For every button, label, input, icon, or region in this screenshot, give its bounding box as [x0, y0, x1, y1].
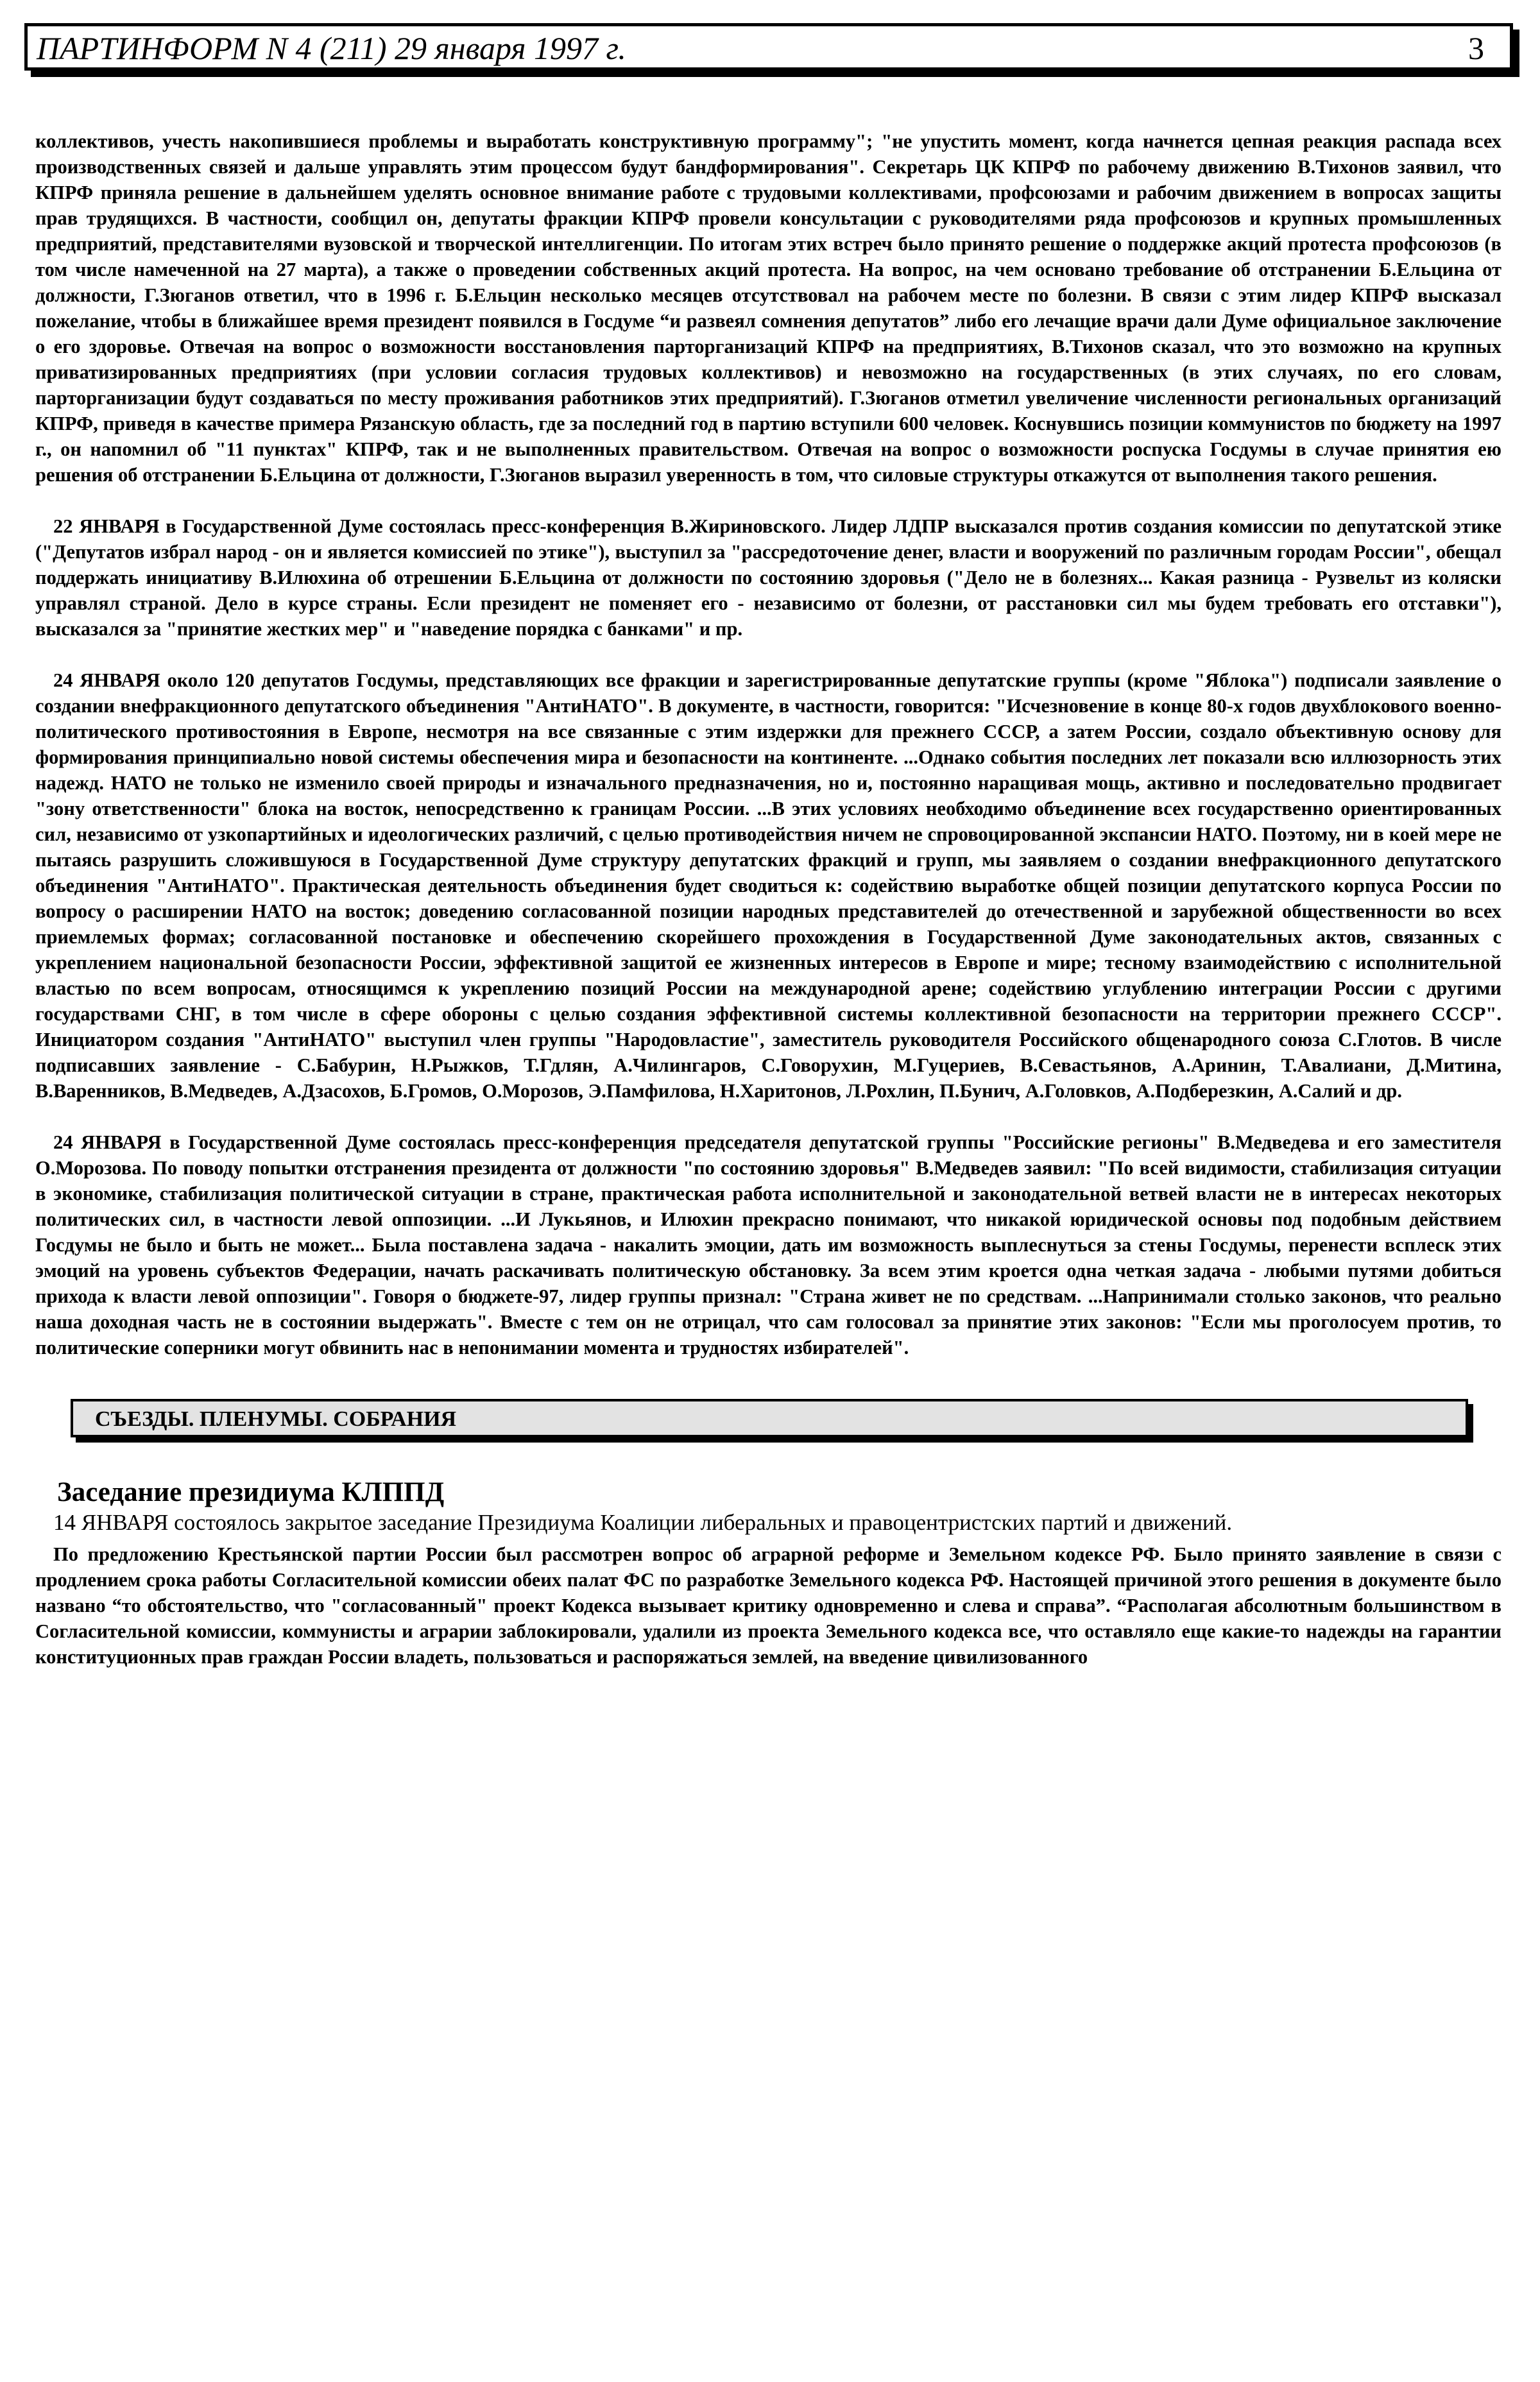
section-banner: [71, 1399, 1468, 1437]
paragraph-land-code: По предложению Крестьянской партии России был рассмотрен вопрос об аграрной реформе и Земельном кодексе РФ. Было принято заявление в связи с продлением срока работы Согласительной комиссии обеих палат ФС по разработке Земельного кодекса РФ. Настоящей причиной этого решения в документе было названо “то обстоятельство, что "согласованный" проект Кодекса вызывает критику одновременно и слева и справа”. “Располагая абсолютным большинством в Согласительной комиссии, коммунисты и аграрии заблокировали, удалили из проекта Земельного кодекса все, что оставляло еще какие-то надежды на гарантии конституционных прав граждан России владеть, пользоваться и распоряжаться землей, на введение цивилизованного: [35, 1543, 1502, 1668]
page-header: [24, 23, 1513, 71]
paragraph-klppd-intro: 14 ЯНВАРЯ состоялось закрытое заседание Президиума Коалиции либеральных и правоцентристских партий и движений.: [53, 1510, 1233, 1535]
header-title: ПАРТИНФОРМ N 4 (211) 29 января 1997 г.: [37, 30, 626, 66]
subheading: Заседание президиума КЛППД: [57, 1477, 445, 1507]
paragraph-medvedev: 24 ЯНВАРЯ в Государственной Думе состоялась пресс-конференция председателя депутатской группы "Российские регионы" В.Медведева и его заместителя О.Морозова. По поводу попытки отстранения президента от должности "по состоянию здоровья" В.Медведев заявил: "По всей видимости, стабилизация ситуации в экономике, стабилизация политической ситуации в стране, практическая работа исполнительной и законодательной ветвей власти не в интересах некоторых политических сил, в частности левой оппозиции. ...И Лукьянов, и Илюхин прекрасно понимают, что никакой юридической основы под подобным действием Госдумы не было и быть не может... Была поставлена задача - накалить эмоции, дать им возможность выплеснуться за стены Госдумы, перенести всплеск этих эмоций на уровень субъектов Федерации, начать раскачивать политическую обстановку. За всем этим кроется одна четкая задача - любыми путями добиться прихода к власти левой оппозиции". Говоря о бюджете-97, лидер группы признал: "Страна живет не по средствам. ...Напринимали столько законов, что реально наша доходная часть не в состоянии выдержать". Вместе с тем он не отрицал, что сам голосовал за принятие этих законов: "Если мы проголосуем против, то политические соперники могут обвинить нас в непонимании момента и трудностях избирателей".: [35, 1131, 1502, 1358]
section-title: СЪЕЗДЫ. ПЛЕНУМЫ. СОБРАНИЯ: [95, 1407, 457, 1431]
article-body: [35, 128, 1502, 1670]
paragraph-zhirinovsky: 22 ЯНВАРЯ в Государственной Думе состоялась пресс-конференция В.Жириновского. Лидер ЛДПР высказался против создания комиссии по депутатской этике ("Депутатов избрал народ - он и является комиссией по этике"), выступил за "рассредоточение денег, власти и вооружений по различным городам России", обещал поддержать инициативу В.Илюхина об отрешении Б.Ельцина от должности по состоянию здоровья ("Дело не в болезнях... Какая разница - Рузвельт из коляски управлял страной. Дело в курсе страны. Если президент не поменяет его - независимо от болезни, от расстановки сил мы будем требовать его отставки"), высказался за "принятие жестких мер" и "наведение порядка с банками" и пр.: [35, 515, 1502, 640]
page-number: 3: [1468, 30, 1484, 66]
paragraph-kprf-press: коллективов, учесть накопившиеся проблемы и выработать конструктивную программу"; "не упустить момент, когда начнется цепная реакция распада всех производственных связей и дальше управлять этим процессом будут бандформирования". Секретарь ЦК КПРФ по рабочему движению В.Тихонов заявил, что КПРФ приняла решение в дальнейшем уделять основное внимание работе с трудовыми коллективами, профсоюзами и рабочим движением в вопросах защиты прав трудящихся. В частности, сообщил он, депутаты фракции КПРФ провели консультации с руководителями ряда профсоюзов и крупных промышленных предприятий, представителями вузовской и творческой интеллигенции. По итогам этих встреч было принято решение о поддержке акций протеста профсоюзов (в том числе намеченной на 27 марта), а также о проведении собственных акций протеста. На вопрос, на чем основано требование об отстранении Б.Ельцина от должности, Г.Зюганов ответил, что в 1996 г. Б.Ельцин несколько месяцев отсутствовал на рабочем месте по болезни. В связи с этим лидер КПРФ высказал пожелание, чтобы в ближайшее время президент появился в Госдуме “и развеял сомнения депутатов” либо его лечащие врачи дали Думе официальное заключение о его здоровье. Отвечая на вопрос о возможности восстановления парторганизаций КПРФ на предприятиях, В.Тихонов сказал, что это возможно на крупных приватизированных предприятиях (при условии согласия трудовых коллективов) и невозможно на государственных (в этих случаях, по его словам, парторганизации будут создаваться по месту проживания работников этих предприятий). Г.Зюганов отметил увеличение численности региональных организаций КПРФ, приведя в качестве примера Рязанскую область, где за последний год в партию вступили 600 человек. Коснувшись позиции коммунистов по бюджету на 1997 г., он напомнил об "11 пунктах" КПРФ, так и не выполненных правительством. Отвечая на вопрос о возможности роспуска Госдумы в случае принятия ею решения об отстранении Б.Ельцина от должности, Г.Зюганов выразил уверенность в том, что силовые структуры откажутся от выполнения такого решения.: [35, 130, 1502, 486]
paragraph-antinato: 24 ЯНВАРЯ около 120 депутатов Госдумы, представляющих все фракции и зарегистрированные депутатские группы (кроме "Яблока") подписали заявление о создании внефракционного депутатского объединения "АнтиНАТО". В документе, в частности, говорится: "Исчезновение в конце 80-х годов двухблокового военно-политического противостояния в Европе, несмотря на все связанные с этим издержки для прежнего СССР, а затем России, создало объективную основу для формирования принципиально новой системы обеспечения мира и безопасности на континенте. ...Однако события последних лет показали всю иллюзорность этих надежд. НАТО не только не изменило своей природы и изначального предназначения, но и, постоянно наращивая мощь, активно и последовательно продвигает "зону ответственности" блока на восток, непосредственно к границам России. ...В этих условиях необходимо объединение всех государственно ориентированных сил, независимо от узкопартийных и идеологических различий, с целью противодействия ничем не спровоцированной экспансии НАТО. Поэтому, ни в коей мере не пытаясь разрушить сложившуюся в Государственной Думе структуру депутатских фракций и групп, мы заявляем о создании внефракционного депутатского объединения "АнтиНАТО". Практическая деятельность объединения будет сводиться к: содействию выработке общей позиции депутатского корпуса России по вопросу о расширении НАТО на восток; доведению согласованной позиции народных представителей до отечественной и зарубежной общественности во всех приемлемых формах; согласованной постановке и обеспечению скорейшего прохождения в Государственной Думе законодательных актов, связанных с укреплением национальной безопасности России, эффективной защитой ее жизненных интересов в Европе и мире; тесному взаимодействию с исполнительной властью по всем вопросам, относящимся к укреплению позиций России на международной арене; содействию углублению интеграции России с другими государствами СНГ, в том числе в сфере обороны с целью создания эффективной системы коллективной безопасности на территории прежнего СССР". Инициатором создания "АнтиНАТО" выступил член группы "Народовластие", заместитель руководителя Российского общенародного союза С.Глотов. В числе подписавших заявление - С.Бабурин, Н.Рыжков, Т.Гдлян, А.Чилингаров, С.Говорухин, М.Гуцериев, В.Севастьянов, А.Аринин, Т.Авалиани, Д.Митина, В.Варенников, В.Медведев, А.Дзасохов, Б.Громов, О.Морозов, Э.Памфилова, Н.Харитонов, Л.Рохлин, П.Бунич, А.Головков, А.Подберезкин, А.Салий и др.: [35, 669, 1502, 1102]
